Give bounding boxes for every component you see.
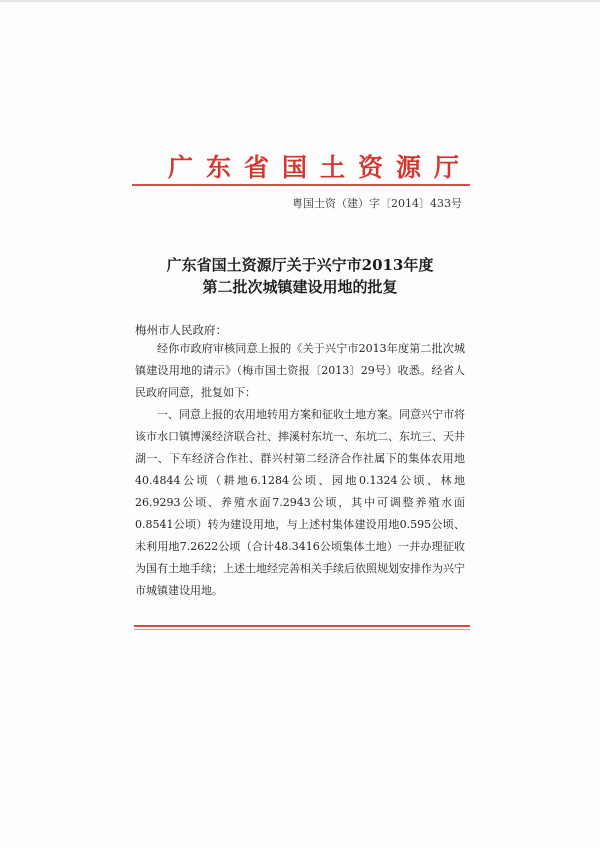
scan-edge — [0, 0, 600, 2]
letterhead-red-rule — [132, 184, 470, 186]
footer-red-rule-thin — [134, 629, 470, 630]
footer-red-rule — [134, 625, 470, 627]
document-title-line-1: 广东省国土资源厅关于兴宁市2013年度 — [166, 256, 434, 274]
document-number: 粤国土资（建）字〔2014〕433号 — [292, 197, 462, 210]
document-title-line-2: 第二批次城镇建设用地的批复 — [202, 278, 398, 296]
letterhead-title: 广东省国土资源厅 — [167, 153, 472, 182]
body-paragraph-1: 经你市政府审核同意上报的《关于兴宁市2013年度第二批次城镇建设用地的请示》（梅市国土资报〔2013〕29号）收悉。经省人民政府同意，批复如下： — [135, 342, 465, 399]
document-body — [135, 338, 465, 602]
addressee: 梅州市人民政府： — [135, 323, 227, 337]
document-title — [140, 254, 460, 298]
body-paragraph-2: 一、同意上报的农用地转用方案和征收土地方案。同意兴宁市将该市水口镇博溪经济联合社、摔溪村东坑一、东坑二、东坑三、天井湖一、下车经济合作社、群兴村第二经济合作社属下的集体农用地40.4844公顷（耕地6.1284公顷、园地0.1324公顷、林地26.9293公顷、养殖水面7.2943公顷，其中可调整养殖水面0.8541公顷）转为建设用地，与上述村集体建设用地0.595公顷、未利用地7.2622公顷（合计48.3416公顷集体土地）一并办理征收为国有土地手续；上述土地经完善相关手续后依照规划安排作为兴宁市城镇建设用地。 — [135, 408, 465, 597]
